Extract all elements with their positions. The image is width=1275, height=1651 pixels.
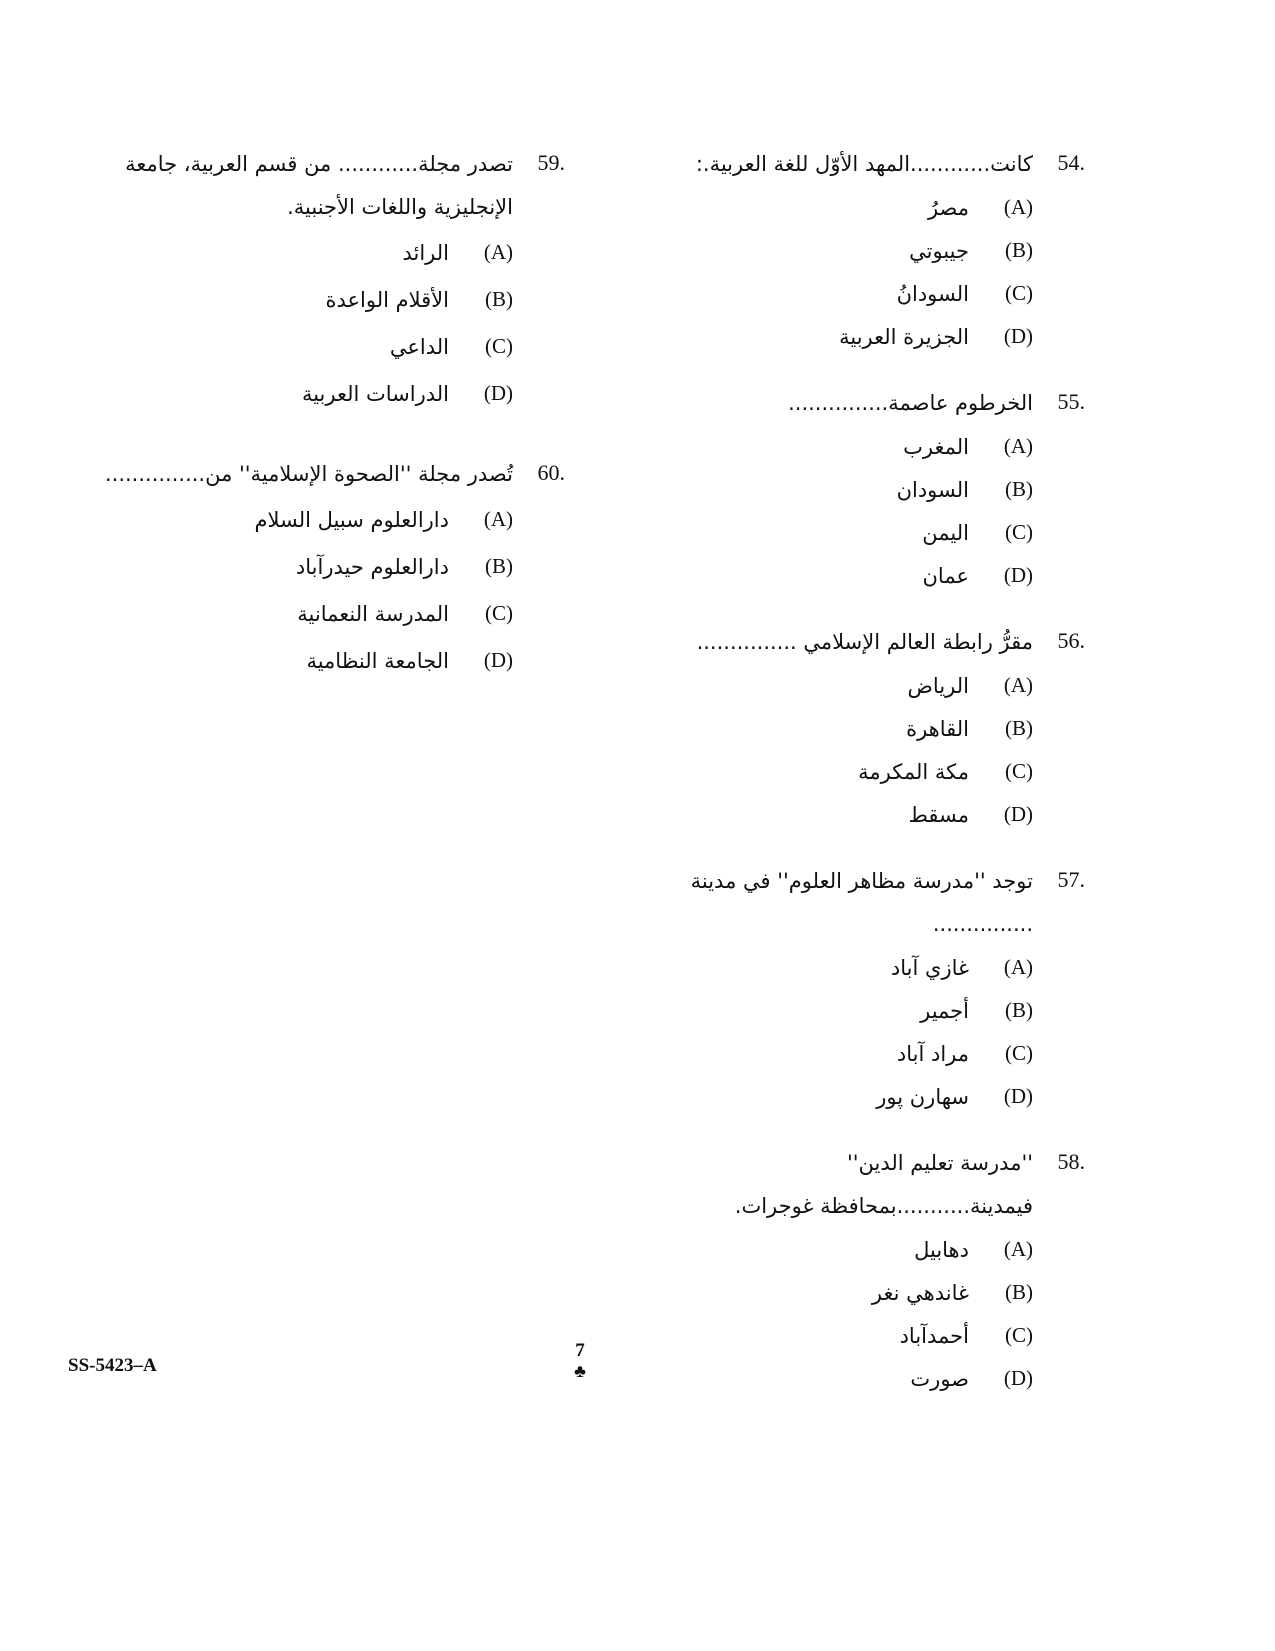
booklet-code: SS-5423–A (68, 1355, 157, 1376)
option-a (645, 1228, 1085, 1271)
option-b (645, 229, 1085, 272)
option-b (95, 543, 565, 590)
question-57 (645, 860, 1085, 1118)
option-b (645, 989, 1085, 1032)
option-letter: (D) (1003, 324, 1033, 348)
option-text: سهارن پور (876, 1084, 969, 1109)
question-text: مقرُّ رابطة العالم الإسلامي ............... (696, 630, 1033, 654)
left-column (95, 143, 565, 720)
question-number: 59. (537, 150, 565, 175)
option-text: جيبوتي (909, 238, 969, 263)
option-c (95, 323, 565, 370)
option-letter: (D) (1003, 1084, 1033, 1108)
question-60 (95, 453, 565, 684)
option-letter: (C) (1005, 759, 1033, 783)
question-number: 57. (1057, 867, 1085, 892)
option-a (645, 946, 1085, 989)
option-letter: (B) (1005, 1280, 1033, 1304)
option-b (95, 276, 565, 323)
option-b (645, 468, 1085, 511)
option-c (645, 1032, 1085, 1075)
option-d (645, 793, 1085, 836)
option-b (645, 707, 1085, 750)
option-letter: (B) (1005, 716, 1033, 740)
option-d (95, 637, 565, 684)
option-letter: (C) (1005, 1323, 1033, 1347)
option-letter: (B) (485, 554, 513, 578)
question-58 (645, 1142, 1085, 1400)
option-letter: (A) (1003, 955, 1033, 979)
option-a (645, 186, 1085, 229)
option-letter: (D) (1003, 802, 1033, 826)
question-59 (95, 143, 565, 417)
option-text: الأقلام الواعدة (325, 287, 449, 312)
option-letter: (D) (1003, 563, 1033, 587)
option-d (95, 370, 565, 417)
option-text: مراد آباد (896, 1041, 969, 1066)
option-text: أجمير (920, 998, 969, 1023)
option-c (645, 272, 1085, 315)
option-letter: (C) (485, 601, 513, 625)
option-text: دارالعلوم حيدرآباد (295, 554, 449, 579)
option-c (645, 1314, 1085, 1357)
question-text: تصدر مجلة............ من قسم العربية، جامعة الإنجليزية واللغات الأجنبية. (125, 152, 513, 219)
right-column (645, 143, 1085, 1424)
question-number: 55. (1057, 389, 1085, 414)
option-letter: (C) (485, 334, 513, 358)
option-letter: (C) (1005, 281, 1033, 305)
question-number: 58. (1057, 1149, 1085, 1174)
option-c (95, 590, 565, 637)
question-56 (645, 621, 1085, 836)
option-c (645, 511, 1085, 554)
option-text: صورت (910, 1366, 969, 1391)
option-text: دارالعلوم سبيل السلام (254, 507, 449, 532)
club-icon: ♣ (574, 1361, 586, 1381)
option-a (95, 229, 565, 276)
option-letter: (D) (1003, 1366, 1033, 1390)
option-text: مسقط (908, 802, 969, 827)
option-text: الجزيرة العربية (839, 324, 969, 349)
option-text: مكة المكرمة (858, 759, 969, 784)
option-letter: (B) (1005, 998, 1033, 1022)
question-text: الخرطوم عاصمة............... (788, 391, 1033, 415)
option-letter: (C) (1005, 520, 1033, 544)
option-a (645, 664, 1085, 707)
question-number: 60. (537, 460, 565, 485)
question-text: توجد ''مدرسة مظاهر العلوم'' في مدينة ............... (690, 869, 1033, 936)
option-d (645, 554, 1085, 597)
option-text: دهابيل (914, 1237, 969, 1262)
option-text: السودان (896, 477, 969, 502)
option-text: غازي آباد (890, 955, 969, 980)
option-letter: (D) (483, 381, 513, 405)
option-letter: (A) (483, 240, 513, 264)
option-text: الرائد (402, 240, 449, 265)
option-letter: (A) (1003, 1237, 1033, 1261)
option-d (645, 1075, 1085, 1118)
option-text: اليمن (922, 520, 969, 545)
question-text: تُصدر مجلة ''الصحوة الإسلامية'' من............... (104, 462, 513, 486)
question-number: 54. (1057, 150, 1085, 175)
option-letter: (A) (1003, 195, 1033, 219)
option-text: الدراسات العربية (301, 381, 449, 406)
option-text: أحمدآباد (899, 1323, 969, 1348)
option-a (645, 425, 1085, 468)
option-d (645, 315, 1085, 358)
option-d (645, 1357, 1085, 1400)
option-b (645, 1271, 1085, 1314)
option-letter: (B) (485, 287, 513, 311)
option-letter: (C) (1005, 1041, 1033, 1065)
option-text: المدرسة النعمانية (297, 601, 449, 626)
question-number: 56. (1057, 628, 1085, 653)
option-text: الرياض (907, 673, 969, 698)
option-text: الداعي (389, 334, 449, 359)
option-letter: (A) (1003, 673, 1033, 697)
option-a (95, 496, 565, 543)
question-54 (645, 143, 1085, 358)
question-text: ''مدرسة تعليم الدين'' فيمدينة...........بمحافظة غوجرات. (734, 1151, 1033, 1218)
page-number: 7 (575, 1340, 585, 1361)
question-text: كانت............المهد الأوّل للغة العربية.: (695, 152, 1033, 176)
option-text: عمان (922, 563, 969, 588)
option-letter: (A) (483, 507, 513, 531)
page-number-block (560, 1340, 600, 1380)
option-letter: (A) (1003, 434, 1033, 458)
option-text: القاهرة (906, 716, 969, 741)
option-text: السودانُ (896, 281, 969, 306)
option-c (645, 750, 1085, 793)
option-letter: (B) (1005, 238, 1033, 262)
option-text: المغرب (903, 434, 969, 459)
question-55 (645, 382, 1085, 597)
option-letter: (D) (483, 648, 513, 672)
option-text: مصرُ (927, 195, 969, 220)
option-text: الجامعة النظامية (306, 648, 449, 673)
option-text: غاندهي نغر (871, 1280, 969, 1305)
option-letter: (B) (1005, 477, 1033, 501)
